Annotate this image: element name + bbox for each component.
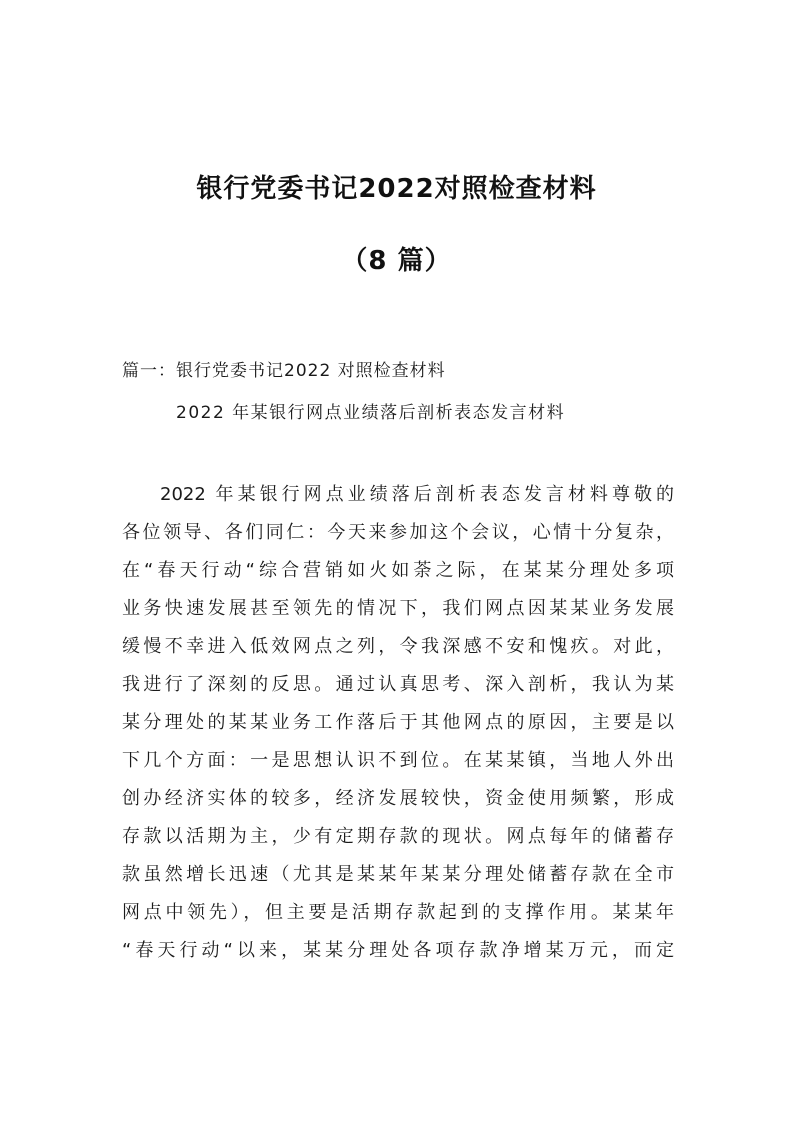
body-paragraph-line: 网点中领先），但主要是活期存款起到的支撑作用。某某年 [122, 902, 674, 923]
body-paragraph-line: 我进行了深刻的反思。通过认真思考、深入剖析，我认为某 [122, 674, 674, 695]
body-paragraph-line: 某分理处的某某业务工作落后于其他网点的原因，主要是以 [122, 712, 674, 733]
body-paragraph-line: 存款以活期为主，少有定期存款的现状。网点每年的储蓄存 [122, 826, 674, 847]
body-paragraph-line: 款虽然增长迅速（尤其是某某年某某分理处储蓄存款在全市 [122, 864, 674, 885]
body-paragraph-line: 下几个方面：一是思想认识不到位。在某某镇，当地人外出 [122, 750, 674, 771]
body-paragraph-line: 2022 年某银行网点业绩落后剖析表态发言材料尊敬的 [160, 484, 674, 505]
body-paragraph-line: 业务快速发展甚至领先的情况下，我们网点因某某业务发展 [122, 598, 674, 619]
body-paragraph-line: “春天行动“以来，某某分理处各项存款净增某万元，而定 [122, 940, 674, 961]
section-subheading: 2022 年某银行网点业绩落后剖析表态发言材料 [176, 403, 566, 423]
body-paragraph-line: 各位领导、各们同仁：今天来参加这个会议，心情十分复杂， [122, 522, 674, 543]
document-subtitle: （8 篇） [341, 246, 452, 276]
document-title: 银行党委书记2022对照检查材料 [196, 174, 597, 204]
body-paragraph-line: 在“春天行动“综合营销如火如荼之际，在某某分理处多项 [122, 560, 674, 581]
section-heading: 篇一：银行党委书记2022 对照检查材料 [122, 361, 446, 381]
body-paragraph-line: 创办经济实体的较多，经济发展较快，资金使用频繁，形成 [122, 788, 674, 809]
body-paragraph-line: 缓慢不幸进入低效网点之列，令我深感不安和愧疚。对此， [122, 636, 674, 657]
